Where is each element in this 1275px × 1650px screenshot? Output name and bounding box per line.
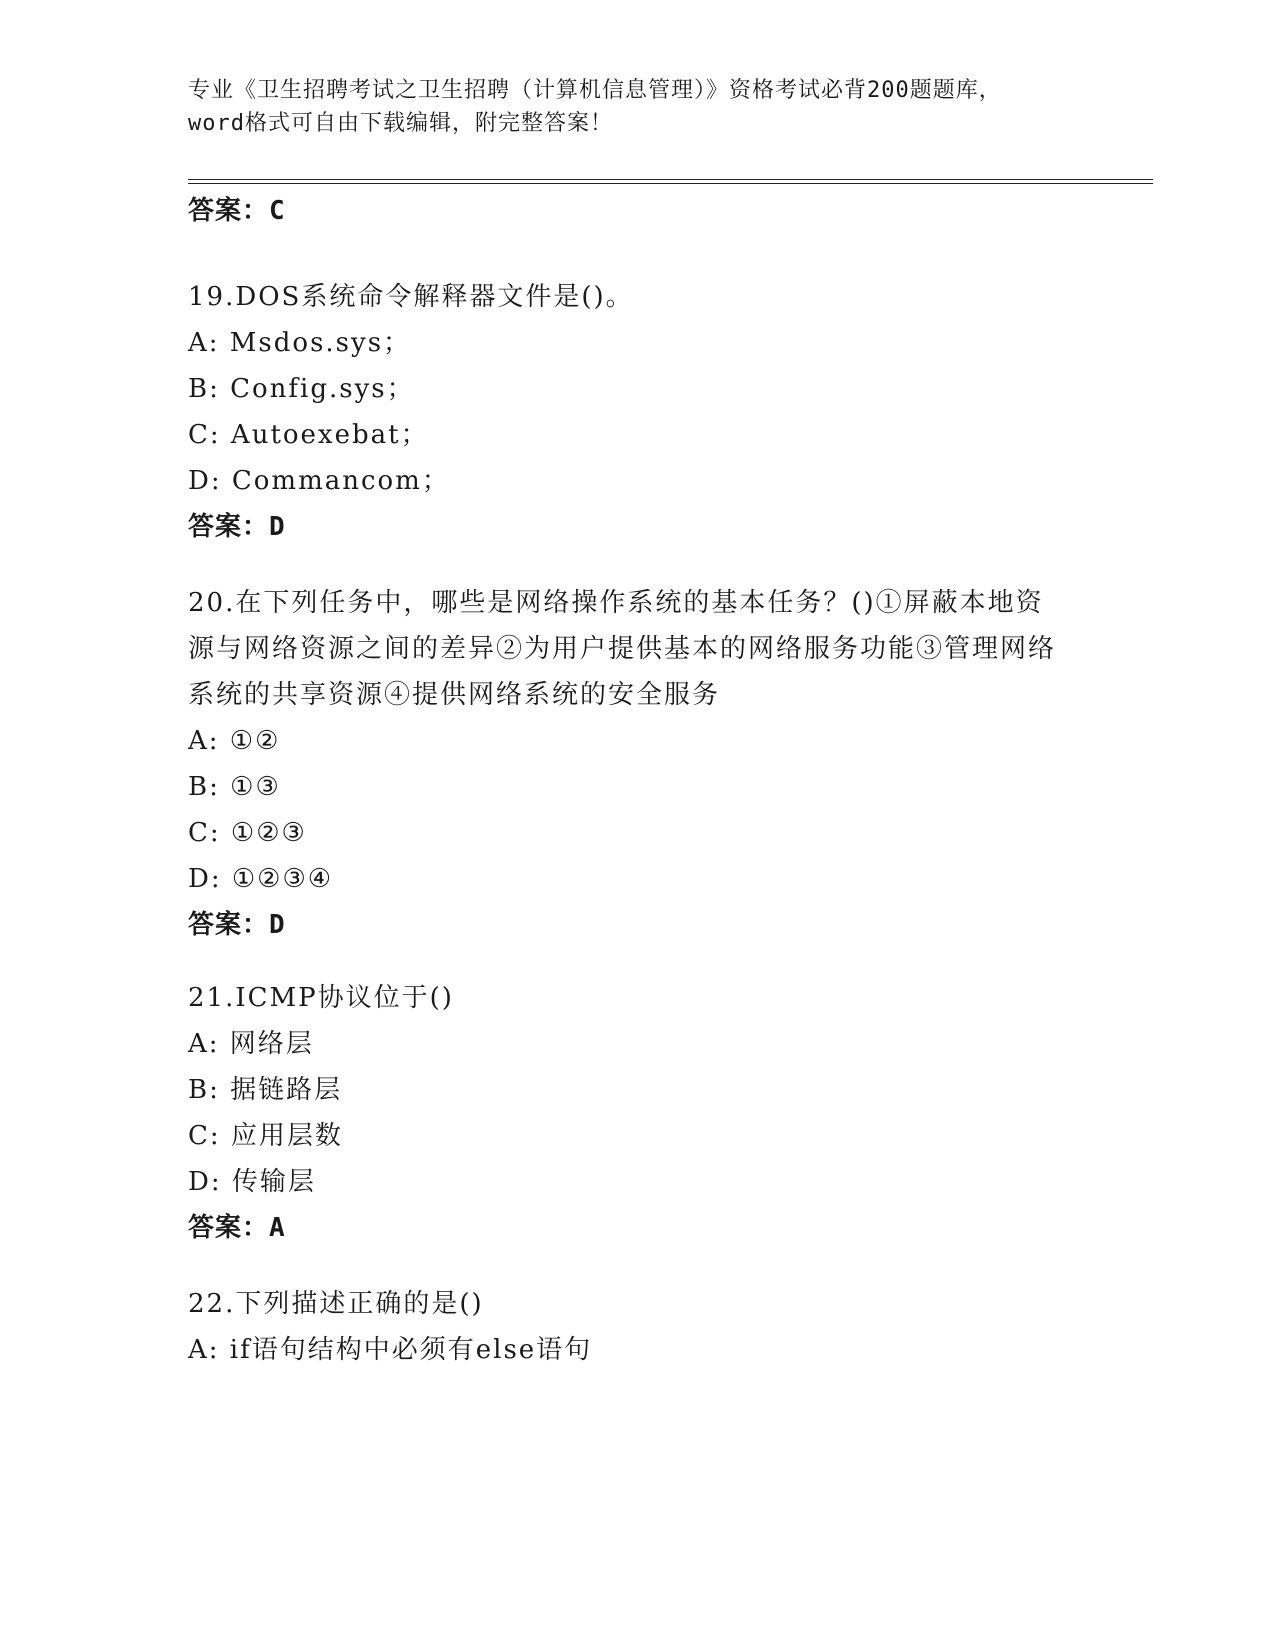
document-header [188, 74, 1088, 140]
option-c: C: 应用层数 [188, 1121, 343, 1151]
question-stem: 19.DOS系统命令解释器文件是()。 [188, 282, 634, 312]
option-d: D: 传输层 [188, 1167, 316, 1197]
option-b: B: Config.sys； [188, 374, 415, 404]
option-d: D: ①②③④ [188, 864, 334, 894]
header-divider [188, 179, 1153, 184]
question-19 [188, 274, 1088, 550]
header-line-2: word格式可自由下载编辑，附完整答案！ [188, 111, 613, 136]
option-c: C: Autoexebat； [188, 420, 429, 450]
answer: 答案：A [188, 1213, 286, 1243]
answer: 答案：D [188, 910, 286, 940]
answer-previous: 答案：C [188, 196, 286, 226]
option-d: D: Commancom； [188, 466, 450, 496]
question-21 [188, 975, 1088, 1251]
question-stem: 22.下列描述正确的是() [188, 1289, 484, 1319]
option-a: A: ①② [188, 726, 281, 756]
header-line-1: 专业《卫生招聘考试之卫生招聘（计算机信息管理）》资格考试必背200题题库， [188, 78, 1002, 103]
option-a: A: Msdos.sys； [188, 328, 412, 358]
question-stem: 20.在下列任务中，哪些是网络操作系统的基本任务？()①屏蔽本地资源与网络资源之间的差异②为用户提供基本的网络服务功能③管理网络系统的共享资源④提供网络系统的安全服务 [188, 588, 1057, 710]
option-c: C: ①②③ [188, 818, 307, 848]
question-stem: 21.ICMP协议位于() [188, 983, 454, 1013]
option-b: B: ①③ [188, 772, 281, 802]
answer: 答案：D [188, 512, 286, 542]
option-b: B: 据链路层 [188, 1075, 343, 1105]
option-a: A: if语句结构中必须有else语句 [188, 1335, 593, 1365]
option-a: A: 网络层 [188, 1029, 314, 1059]
question-20 [188, 580, 1088, 948]
question-22 [188, 1281, 1088, 1373]
